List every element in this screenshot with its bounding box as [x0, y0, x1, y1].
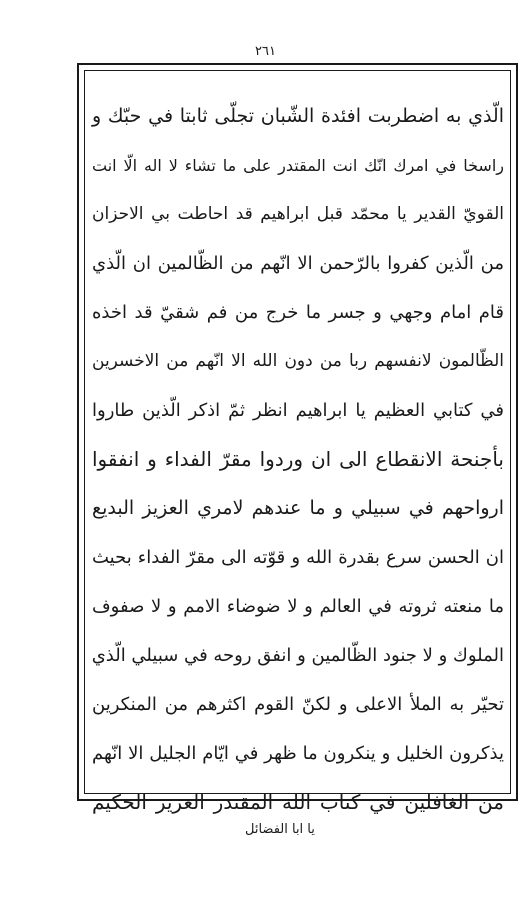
text-line: من الّذين كفروا بالرّحمن الا انّهم من الظّالمين ان الّذي — [92, 253, 504, 274]
text-line: يذكرون الخليل و ينكرون ما ظهر في ايّام الجليل الا انّهم — [92, 743, 504, 764]
text-line: القويّ القدير يا محمّد قبل ابراهيم قد احاطت بي الاحزان — [92, 204, 504, 224]
text-line: من الغافلين في كتاب الله المقتدر العزيز الحكيم — [92, 790, 504, 814]
text-line: تحيّر به الملأ الاعلى و لكنّ القوم اكثرهم من المنكرين — [92, 694, 504, 715]
text-line: ان الحسن سرع بقدرة الله و قوّته الى مقرّ الفداء بحيث — [92, 547, 504, 568]
catchword: يا ابا الفضائل — [245, 822, 315, 837]
manuscript-text — [92, 92, 504, 827]
page-number: ٢٦١ — [255, 44, 276, 59]
text-line: قام امام وجهي و جسر ما خرج من فم شقيّ قد اخذه — [92, 302, 504, 323]
text-line: في كتابي العظيم يا ابراهيم انظر ثمّ اذكر الّذين طاروا — [92, 400, 504, 421]
text-line: الملوك و لا جنود الظّالمين و انفق روحه في سبيلي الّذي — [91, 645, 504, 666]
text-line: بأجنحة الانقطاع الى ان وردوا مقرّ الفداء و انفقوا — [92, 447, 504, 471]
text-line: الظّالمون لانفسهم ربا من دون الله الا انّهم من الاخسرين — [92, 351, 504, 371]
text-line: الّذي به اضطربت افئدة الشّبان تجلّى ثابتا في حبّك و — [92, 105, 504, 127]
text-line: ارواحهم في سبيلي و ما عندهم لامري العزيز البديع — [92, 497, 504, 519]
text-line: راسخا في امرك انّك انت المقتدر على ما تشاء لا اله الّا انت — [92, 156, 504, 175]
text-line: ما منعته ثروته في العالم و لا ضوضاء الامم و لا صفوف — [92, 596, 504, 617]
